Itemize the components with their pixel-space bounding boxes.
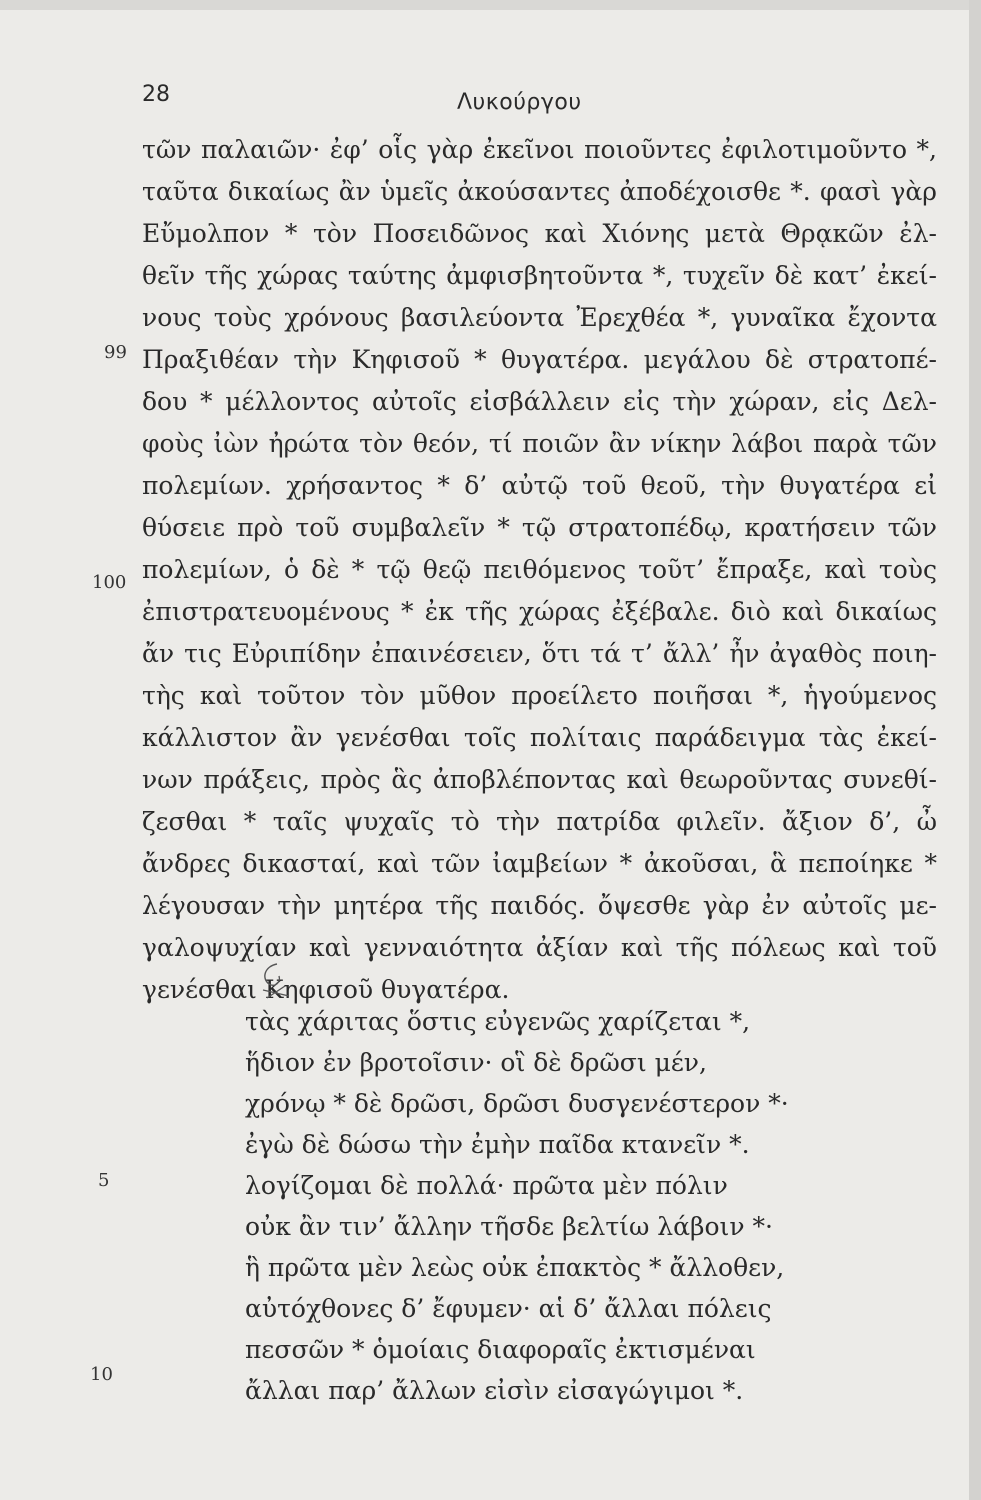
prose-line: γενέσθαι Κηφισοῦ θυγατέρα. — [142, 975, 510, 1004]
prose-line: νους τοὺς χρόνους βασιλεύοντα Ἐρεχθέα *, γυναῖκα ἔχοντα — [142, 303, 937, 332]
scan-right-edge — [969, 0, 981, 1500]
verse-line: ἣ πρῶτα μὲν λεὼς οὐκ ἐπακτὸς * ἄλλοθεν, — [245, 1253, 785, 1282]
prose-line: κάλλιστον ἂν γενέσθαι τοῖς πολίταις παράδειγμα τὰς ἐκεί- — [142, 723, 937, 752]
prose-line: θύσειε πρὸ τοῦ συμβαλεῖν * τῷ στρατοπέδῳ, κρατήσειν τῶν — [142, 513, 937, 542]
prose-line: ταῦτα δικαίως ἂν ὑμεῖς ἀκούσαντες ἀποδέχοισθε *. φασὶ γὰρ — [142, 177, 937, 206]
page-number: 28 — [142, 82, 170, 107]
scan-top-edge — [0, 0, 981, 10]
verse-line: οὐκ ἂν τιν’ ἄλλην τῆσδε βελτίω λάβοιν *· — [245, 1212, 773, 1241]
verse-line-number: 5 — [98, 1170, 110, 1191]
prose-line: ἄν τις Εὐριπίδην ἐπαινέσειεν, ὅτι τά τ’ ἄλλ’ ἦν ἀγαθὸς ποιη- — [142, 639, 937, 668]
verse-line: ἄλλαι παρ’ ἄλλων εἰσὶν εἰσαγώγιμοι *. — [245, 1376, 744, 1405]
verse-line: πεσσῶν * ὁμοίαις διαφοραῖς ἐκτισμέναι — [245, 1335, 756, 1364]
verse-line: ἥδιον ἐν βροτοῖσιν· οἳ δὲ δρῶσι μέν, — [245, 1048, 707, 1077]
prose-line: λέγουσαν τὴν μητέρα τῆς παιδός. ὄψεσθε γὰρ ἐν αὐτοῖς με- — [142, 891, 937, 920]
verse-line: λογίζομαι δὲ πολλά· πρῶτα μὲν πόλιν — [245, 1171, 728, 1200]
prose-line: ἄνδρες δικασταί, καὶ τῶν ἰαμβείων * ἀκοῦσαι, ἃ πεποίηκε * — [142, 849, 937, 878]
section-number: 100 — [92, 572, 127, 593]
prose-line: πολεμίων. χρήσαντος * δ’ αὐτῷ τοῦ θεοῦ, τὴν θυγατέρα εἰ — [142, 471, 937, 500]
prose-line: ἐπιστρατευομένους * ἐκ τῆς χώρας ἐξέβαλε. διὸ καὶ δικαίως — [142, 597, 937, 626]
verse-line-number: 10 — [90, 1364, 113, 1385]
section-number: 99 — [104, 342, 127, 363]
prose-line: τὴς καὶ τοῦτον τὸν μῦθον προείλετο ποιῆσαι *, ἡγούμενος — [142, 681, 937, 710]
prose-line: Πραξιθέαν τὴν Κηφισοῦ * θυγατέρα. μεγάλου δὲ στρατοπέ- — [142, 345, 937, 374]
prose-line: γαλοψυχίαν καὶ γενναιότητα ἀξίαν καὶ τῆς πόλεως καὶ τοῦ — [142, 933, 937, 962]
prose-line: ζεσθαι * ταῖς ψυχαῖς τὸ τὴν πατρίδα φιλεῖν. ἄξιον δ’, ὦ — [142, 807, 937, 836]
handwritten-mark-icon — [255, 960, 295, 1000]
verse-line: χρόνῳ * δὲ δρῶσι, δρῶσι δυσγενέστερον *· — [245, 1089, 789, 1118]
prose-line: φοὺς ἰὼν ἠρώτα τὸν θεόν, τί ποιῶν ἂν νίκην λάβοι παρὰ τῶν — [142, 429, 937, 458]
prose-line: τῶν παλαιῶν· ἐφ’ οἷς γὰρ ἐκεῖνοι ποιοῦντες ἐφιλοτιμοῦντο *, — [142, 135, 937, 164]
prose-line: Εὔμολπον * τὸν Ποσειδῶνος καὶ Χιόνης μετὰ Θρᾳκῶν ἐλ- — [142, 219, 937, 248]
prose-line: θεῖν τῆς χώρας ταύτης ἀμφισβητοῦντα *, τυχεῖν δὲ κατ’ ἐκεί- — [142, 261, 937, 290]
verse-line: ἐγὼ δὲ δώσω τὴν ἐμὴν παῖδα κτανεῖν *. — [245, 1130, 750, 1159]
prose-line: νων πράξεις, πρὸς ἃς ἀποβλέποντας καὶ θεωροῦντας συνεθί- — [142, 765, 937, 794]
prose-line: πολεμίων, ὁ δὲ * τῷ θεῷ πειθόμενος τοῦτ’ ἔπραξε, καὶ τοὺς — [142, 555, 937, 584]
verse-line: αὐτόχθονες δ’ ἔφυμεν· αἱ δ’ ἄλλαι πόλεις — [245, 1294, 772, 1323]
verse-line: τὰς χάριτας ὅστις εὐγενῶς χαρίζεται *, — [245, 1007, 751, 1036]
prose-line: δου * μέλλοντος αὐτοῖς εἰσβάλλειν εἰς τὴν χώραν, εἰς Δελ- — [142, 387, 937, 416]
running-title: Λυκούργου — [457, 90, 582, 115]
